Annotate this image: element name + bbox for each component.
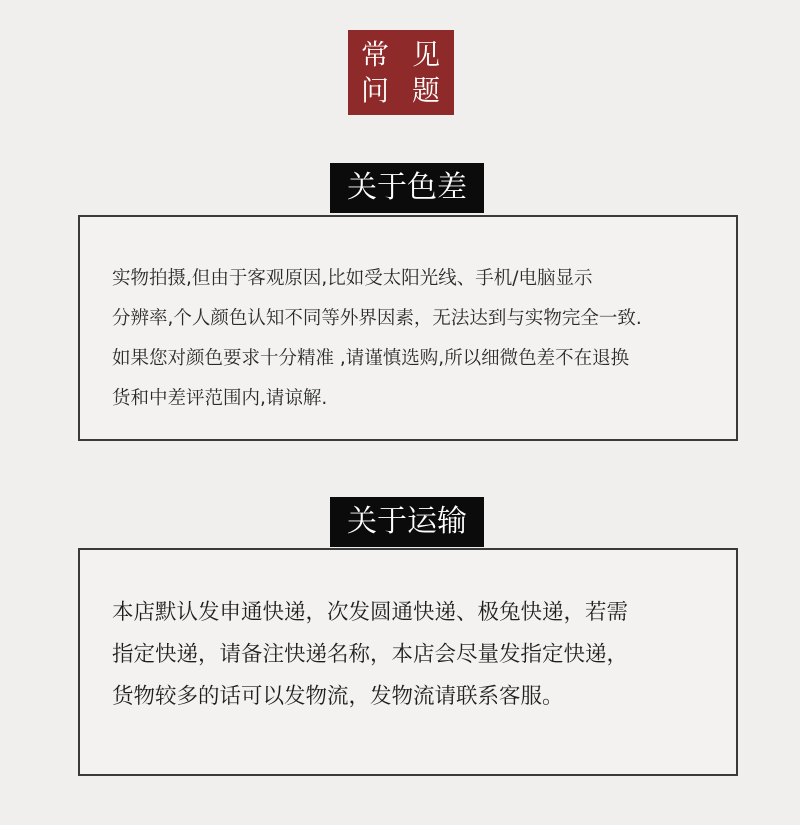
faq-badge-line-2 <box>348 73 454 109</box>
faq-char: 常 <box>361 38 390 71</box>
shipping-section-line: 指定快递，请备注快递名称，本店会尽量发指定快递， <box>112 642 629 667</box>
faq-badge <box>348 30 454 115</box>
shipping-section-box <box>78 548 738 776</box>
shipping-section-line: 本店默认发申通快递，次发圆通快递、极兔快递，若需 <box>112 600 629 625</box>
shipping-section-title: 关于运输 <box>330 497 484 547</box>
color-section-line: 实物拍摄,但由于客观原因,比如受太阳光线、手机/电脑显示 <box>112 268 593 289</box>
faq-char: 见 <box>411 38 440 71</box>
faq-char: 题 <box>411 74 440 107</box>
color-section-line: 如果您对颜色要求十分精准 ,请谨慎选购,所以细微色差不在退换 <box>112 348 630 369</box>
color-section-title: 关于色差 <box>330 163 484 213</box>
color-section-line: 货和中差评范围内,请谅解. <box>112 388 328 409</box>
faq-char: 问 <box>361 74 390 107</box>
color-section-box <box>78 215 738 441</box>
shipping-section-line: 货物较多的话可以发物流，发物流请联系客服。 <box>112 684 564 709</box>
faq-badge-line-1 <box>348 37 454 73</box>
color-section-line: 分辨率,个人颜色认知不同等外界因素，无法达到与实物完全一致. <box>112 308 642 329</box>
